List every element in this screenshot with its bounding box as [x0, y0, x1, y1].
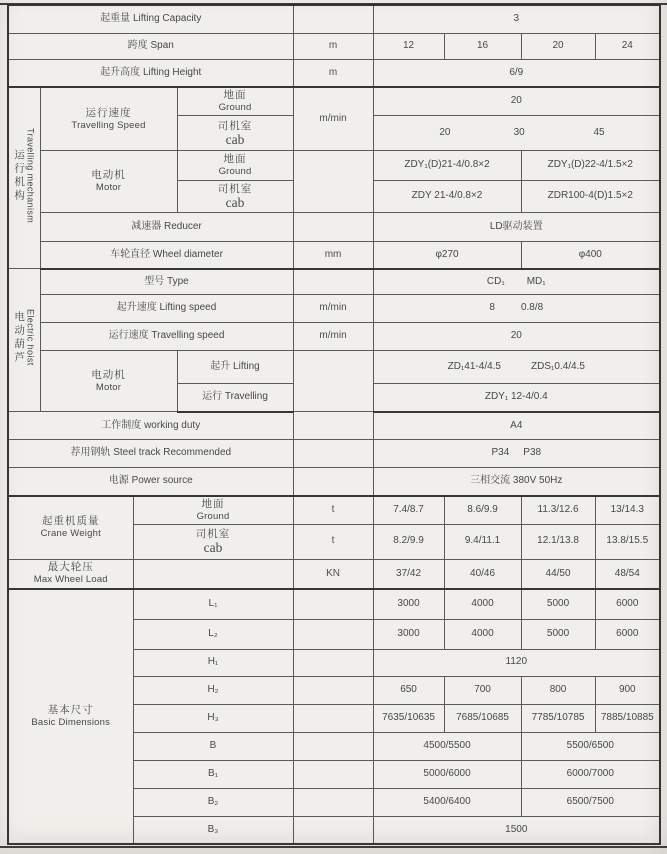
dim-h2-unit — [293, 676, 373, 704]
hoist-lifting-speed-label: 起升速度 Lifting speed — [40, 295, 293, 323]
dim-b1-sublabel: B₁ — [133, 760, 293, 788]
dim-h3-3: 7785/10785 — [521, 704, 595, 732]
hoist-travelling-speed-label: 运行速度 Travelling speed — [40, 323, 293, 351]
crane-weight-zh: 起重机质量 — [42, 515, 100, 527]
hoist-type-md: MD₁ — [526, 275, 546, 287]
reducer-label: 减速器 Reducer — [40, 213, 293, 242]
dim-l2-2: 4000 — [444, 619, 521, 649]
dim-l2-4: 6000 — [595, 619, 660, 649]
travel-motor-cab-value-1: ZDY 21-4/0.8×2 — [373, 181, 521, 213]
dim-b2-sublabel: B₂ — [133, 788, 293, 816]
power-source-label: 电源 Power source — [8, 468, 293, 496]
steel-track-p34: P34 — [491, 447, 510, 459]
dim-b-sublabel: B — [133, 732, 293, 760]
dim-b3-sublabel: B₃ — [133, 816, 293, 844]
basic-dimensions-label — [8, 589, 133, 844]
crane-weight-en: Crane Weight — [40, 528, 101, 540]
reducer-unit — [293, 213, 373, 242]
dim-h1-unit — [293, 649, 373, 676]
ground-en: Ground — [218, 166, 252, 178]
page-bottom-rule — [0, 846, 667, 848]
dim-l2-3: 5000 — [521, 619, 595, 649]
wheel-diameter-value-2: φ400 — [521, 242, 660, 269]
dim-h2-3: 800 — [521, 676, 595, 704]
span-value-12: 12 — [373, 33, 444, 59]
lifting-height-value: 6/9 — [373, 59, 660, 87]
dim-h3-4: 7885/10885 — [595, 704, 660, 732]
row-lifting-height — [8, 59, 660, 87]
working-duty-value: A4 — [373, 412, 660, 440]
max-wheel-load-en: Max Wheel Load — [33, 574, 108, 586]
hoist-type-unit — [293, 269, 373, 295]
dim-b2-2: 6500/7500 — [521, 788, 660, 816]
max-wheel-load-1: 37/42 — [373, 559, 444, 589]
cab-en: cab — [225, 131, 245, 147]
crane-weight-cab-sublabel — [133, 524, 293, 559]
row-wheel-diameter — [8, 242, 660, 269]
hoist-motor-lifting-1: ZD₁41-4/4.5 — [447, 360, 501, 372]
travel-motor-cab-sublabel — [177, 181, 293, 213]
max-wheel-load-label — [8, 559, 133, 589]
wheel-diameter-unit: mm — [293, 242, 373, 269]
dim-l1-4: 6000 — [595, 589, 660, 619]
dim-h3-2: 7685/10685 — [444, 704, 521, 732]
group-electric-hoist — [8, 269, 40, 412]
row-working-duty — [8, 412, 660, 440]
span-value-24: 24 — [595, 33, 660, 59]
dim-b1-2: 6000/7000 — [521, 760, 660, 788]
hoist-motor-label — [40, 351, 177, 412]
max-wheel-load-2: 40/46 — [444, 559, 521, 589]
dim-h2-2: 700 — [444, 676, 521, 704]
travel-speed-label-zh: 运行速度 — [85, 106, 132, 119]
dim-l1-1: 3000 — [373, 589, 444, 619]
dim-h2-sublabel: H₂ — [133, 676, 293, 704]
hoist-motor-lifting-values — [373, 351, 660, 384]
steel-track-p38: P38 — [523, 447, 542, 459]
lifting-height-label: 起升高度 Lifting Height — [8, 59, 293, 87]
travel-motor-en: Motor — [95, 182, 122, 194]
dim-h1-sublabel: H₁ — [133, 649, 293, 676]
dim-l2-unit — [293, 619, 373, 649]
dim-b1-unit — [293, 760, 373, 788]
row-span — [8, 33, 660, 59]
travel-speed-label — [40, 87, 177, 151]
electric-hoist-zh: 电动葫芦 — [13, 310, 26, 365]
travel-motor-ground-value-1: ZDY₁(D)21-4/0.8×2 — [373, 151, 521, 181]
crane-weight-ground-2: 8.6/9.9 — [444, 496, 521, 525]
crane-weight-cab-2: 9.4/11.1 — [444, 524, 521, 559]
cab-speed-1: 20 — [439, 126, 451, 138]
basic-dimensions-zh: 基本尺寸 — [47, 704, 94, 716]
hoist-lifting-speed-2: 0.8/8 — [520, 302, 544, 314]
span-value-20: 20 — [521, 33, 595, 59]
cab-zh: 司机室 — [217, 183, 253, 196]
ground-zh: 地面 — [223, 89, 247, 101]
travel-motor-cab-value-2: ZDR100-4(D)1.5×2 — [521, 181, 660, 213]
travel-speed-cab-sublabel — [177, 116, 293, 151]
cab-zh: 司机室 — [195, 528, 231, 541]
hoist-lifting-speed-unit: m/min — [293, 295, 373, 323]
basic-dimensions-en: Basic Dimensions — [31, 717, 111, 729]
hoist-type-label: 型号 Type — [40, 269, 293, 295]
dim-b-2: 5500/6500 — [521, 732, 660, 760]
steel-track-unit — [293, 440, 373, 468]
dim-l1-unit — [293, 589, 373, 619]
travel-motor-ground-sublabel — [177, 151, 293, 181]
crane-weight-cab-4: 13.8/15.5 — [595, 524, 660, 559]
dim-b3-unit — [293, 816, 373, 844]
cab-speed-3: 45 — [593, 126, 605, 138]
row-dim-l1 — [8, 589, 660, 619]
lifting-capacity-unit — [293, 5, 373, 33]
lifting-capacity-label: 起重量 Lifting Capacity — [8, 5, 293, 33]
row-hoist-type — [8, 269, 660, 295]
max-wheel-load-zh: 最大轮压 — [47, 561, 94, 574]
dim-h2-1: 650 — [373, 676, 444, 704]
dim-l1-3: 5000 — [521, 589, 595, 619]
crane-weight-cab-3: 12.1/13.8 — [521, 524, 595, 559]
wheel-diameter-label: 车轮直径 Wheel diameter — [40, 242, 293, 269]
lifting-height-unit: m — [293, 59, 373, 87]
hoist-travelling-speed-unit: m/min — [293, 323, 373, 351]
row-hoist-motor-lifting — [8, 351, 660, 384]
cab-speed-2: 30 — [513, 126, 525, 138]
hoist-motor-lifting-sublabel: 起升 Lifting — [177, 351, 293, 384]
crane-weight-ground-unit: t — [293, 496, 373, 525]
dim-b3-value: 1500 — [373, 816, 660, 844]
crane-weight-cab-1: 8.2/9.9 — [373, 524, 444, 559]
dim-l1-2: 4000 — [444, 589, 521, 619]
hoist-motor-travelling-sublabel: 运行 Travelling — [177, 384, 293, 412]
hoist-motor-unit — [293, 351, 373, 412]
hoist-motor-lifting-2: ZDS₁0.4/4.5 — [531, 360, 585, 372]
dim-l2-sublabel: L₂ — [133, 619, 293, 649]
hoist-type-cd: CD₁ — [486, 275, 505, 287]
row-hoist-lifting-speed — [8, 295, 660, 323]
dim-h3-sublabel: H₃ — [133, 704, 293, 732]
dim-b-1: 4500/5500 — [373, 732, 521, 760]
travel-speed-ground-value: 20 — [373, 87, 660, 116]
crane-weight-ground-1: 7.4/8.7 — [373, 496, 444, 525]
hoist-lifting-speed-1: 8 — [489, 302, 495, 314]
max-wheel-load-4: 48/54 — [595, 559, 660, 589]
row-reducer — [8, 213, 660, 242]
row-steel-track — [8, 440, 660, 468]
travel-motor-ground-value-2: ZDY₁(D)22-4/1.5×2 — [521, 151, 660, 181]
row-max-wheel-load — [8, 559, 660, 589]
hoist-motor-en: Motor — [95, 381, 122, 393]
cab-zh: 司机室 — [217, 119, 253, 132]
dim-l1-sublabel: L₁ — [133, 589, 293, 619]
lifting-capacity-value: 3 — [373, 5, 660, 33]
group-travelling-mechanism — [8, 87, 40, 269]
power-source-value: 三相交流 380V 50Hz — [373, 468, 660, 496]
dim-l2-1: 3000 — [373, 619, 444, 649]
crane-weight-ground-sublabel — [133, 496, 293, 525]
span-value-16: 16 — [444, 33, 521, 59]
travelling-mechanism-en: Travelling mechanism — [25, 128, 36, 224]
travelling-mechanism-zh: 运行机构 — [13, 148, 26, 203]
crane-weight-cab-unit: t — [293, 524, 373, 559]
row-lifting-capacity — [8, 5, 660, 33]
dim-h3-1: 7635/10635 — [373, 704, 444, 732]
travel-speed-ground-sublabel — [177, 87, 293, 116]
travel-speed-cab-values — [373, 116, 660, 151]
electric-hoist-en: Electric hoist — [25, 309, 36, 367]
row-travel-motor-ground — [8, 151, 660, 181]
travel-motor-unit — [293, 151, 373, 213]
power-source-unit — [293, 468, 373, 496]
hoist-motor-travelling-value: ZDY₁ 12-4/0.4 — [373, 384, 660, 412]
cab-en: cab — [225, 195, 245, 211]
ground-en: Ground — [218, 102, 252, 114]
ground-en: Ground — [196, 510, 230, 522]
ground-zh: 地面 — [201, 497, 225, 510]
cab-en: cab — [203, 540, 223, 556]
reducer-value: LD驱动装置 — [373, 213, 660, 242]
hoist-type-values — [373, 269, 660, 295]
dim-b1-1: 5000/6000 — [373, 760, 521, 788]
travel-speed-label-en: Travelling Speed — [71, 119, 146, 131]
working-duty-unit — [293, 412, 373, 440]
working-duty-label: 工作制度 working duty — [8, 412, 293, 440]
dim-b2-1: 5400/6400 — [373, 788, 521, 816]
dim-h3-unit — [293, 704, 373, 732]
max-wheel-load-sublabel-empty — [133, 559, 293, 589]
electric-hoist-vertical-label — [13, 309, 35, 366]
dim-h2-4: 900 — [595, 676, 660, 704]
span-label: 跨度 Span — [8, 33, 293, 59]
dim-b2-unit — [293, 788, 373, 816]
span-unit: m — [293, 33, 373, 59]
wheel-diameter-value-1: φ270 — [373, 242, 521, 269]
crane-spec-table — [7, 4, 661, 845]
row-power-source — [8, 468, 660, 496]
crane-weight-ground-3: 11.3/12.6 — [521, 496, 595, 525]
dim-b-unit — [293, 732, 373, 760]
row-travel-speed-ground — [8, 87, 660, 116]
travel-motor-label — [40, 151, 177, 213]
steel-track-values — [373, 440, 660, 468]
hoist-travelling-speed-value: 20 — [373, 323, 660, 351]
row-crane-weight-ground — [8, 496, 660, 525]
crane-weight-label — [8, 496, 133, 560]
ground-zh: 地面 — [223, 153, 247, 165]
max-wheel-load-unit: KN — [293, 559, 373, 589]
steel-track-label: 荐用钢轨 Steel track Recommended — [8, 440, 293, 468]
max-wheel-load-3: 44/50 — [521, 559, 595, 589]
crane-weight-ground-4: 13/14.3 — [595, 496, 660, 525]
hoist-motor-zh: 电动机 — [91, 368, 126, 381]
row-hoist-travelling-speed — [8, 323, 660, 351]
travel-motor-zh: 电动机 — [91, 169, 126, 181]
travel-speed-unit: m/min — [293, 87, 373, 151]
hoist-lifting-speed-values — [373, 295, 660, 323]
dim-h1-value: 1120 — [373, 649, 660, 676]
travelling-mechanism-vertical-label — [13, 128, 35, 223]
